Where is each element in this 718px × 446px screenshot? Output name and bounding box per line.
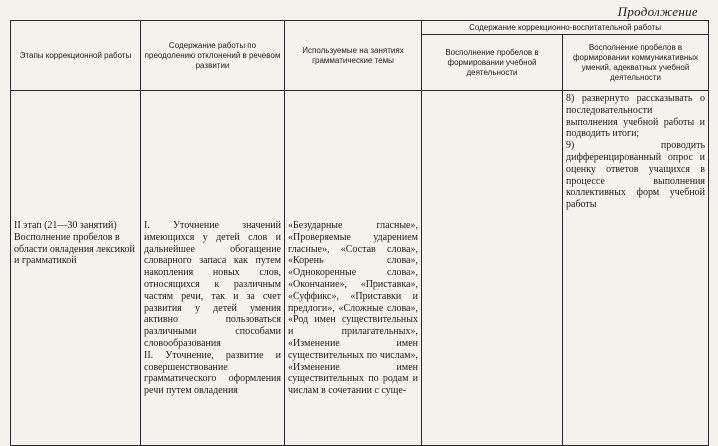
table-row: [11, 91, 709, 446]
comm-item-8: 8) развернуто рассказывать о последовательности выполнения учебной работы и подводить итоги;: [566, 93, 706, 140]
speech-paragraph-2: II. Уточнение, развитие и совершенствование грамматического оформления речи путем овладения: [144, 349, 281, 397]
header-speech-work: Содержание работы по преодолению отклонений в речевом развитии: [141, 21, 285, 91]
header-learning-activity: Восполнение пробелов в формировании учебной деятельности: [422, 35, 563, 91]
cell-stage: [11, 91, 141, 446]
stage-title: II этап (21—30 занятий): [14, 220, 117, 231]
cell-communication-skills: [563, 91, 709, 446]
cell-grammar-topics: [285, 91, 422, 446]
comm-item-9: 9) проводить дифференцированный опрос и оценку ответов учащихся в процессе выполнения коллективных форм учебной работы: [566, 140, 706, 211]
cell-learning-activity: [422, 91, 563, 446]
continuation-label: Продолжение: [617, 4, 698, 19]
speech-paragraph-1: I. Уточнение значений имеющихся у детей слов и дальнейшее обогащение словарного запаса как путем накопления новых слов, относящихся к различным частям речи, так и за счет развития у детей умения активно пользоваться различными способами словообразования: [144, 220, 281, 349]
correction-work-table: [10, 20, 709, 446]
header-communication-skills: Восполнение пробелов в формировании коммуникативных умений, адекватных учебной деятельности: [563, 35, 709, 91]
stage-description: Восполнение пробелов в области овладения лексикой и грамматикой: [14, 231, 135, 267]
header-row-top: [11, 21, 709, 35]
header-grammar-topics: Используемые на занятиях грамматические темы: [285, 21, 422, 91]
header-correction-group: Содержание коррекционно-воспитательной работы: [422, 21, 709, 35]
header-stages: Этапы коррекционной работы: [11, 21, 141, 91]
cell-speech-work: [141, 91, 285, 446]
topics-text: «Безударные гласные», «Проверяемые ударением гласные», «Состав слова», «Корень слова», «Однокоренные слова», «Окончание», «Приставка», «Суффикс», «Приставки и предлоги», «Сложные слова», «Род имен существительных и прилагательных», «Изменение имен существительных по числам», «Изменение имен существительных по родам и числам в сочетании с суще-: [288, 220, 418, 397]
